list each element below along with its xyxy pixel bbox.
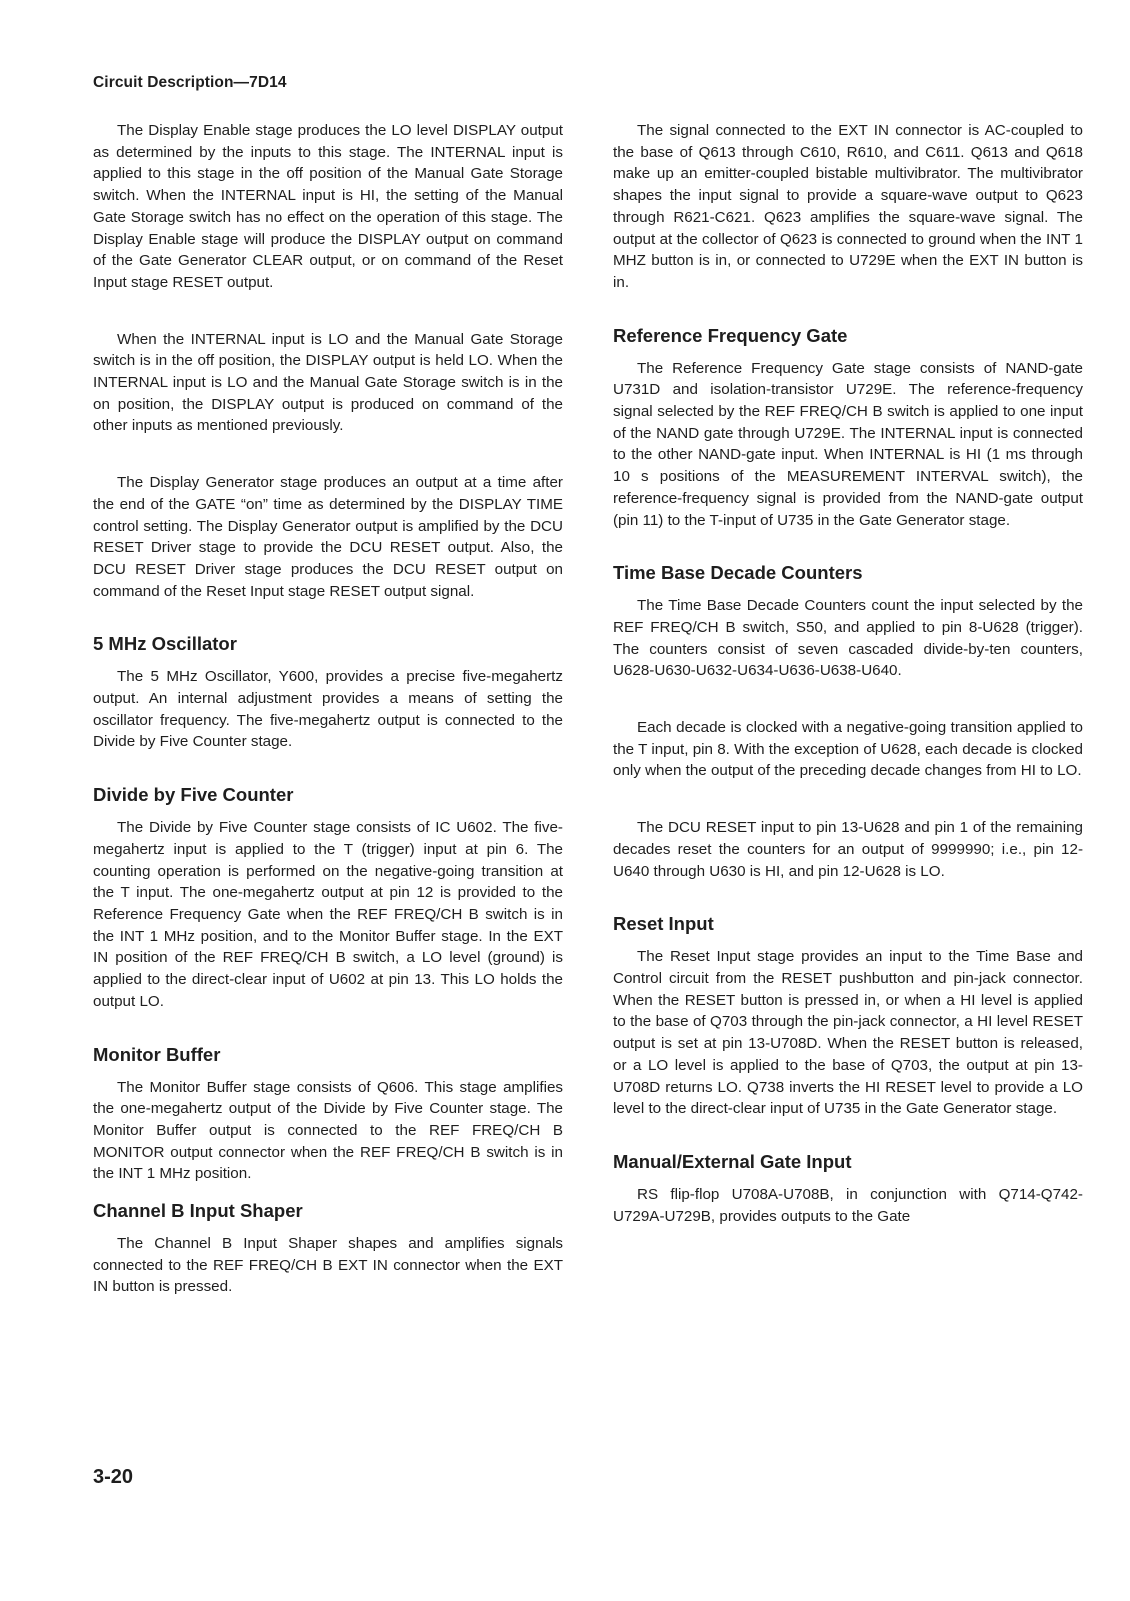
- divide-by-five-heading: Divide by Five Counter: [93, 784, 294, 806]
- oscillator-paragraph: The 5 MHz Oscillator, Y600, provides a precise five-megahertz output. An internal adjustment provides a means of setting the oscillator frequency. The five-megahertz output is connected to the Divide by Five Counter stage.: [93, 668, 563, 751]
- monitor-buffer-paragraph: The Monitor Buffer stage consists of Q606. This stage amplifies the one-megahertz output of the Divide by Five Counter stage. The Monitor Buffer output is connected to the REF FREQ/CH B MONITOR output connector when the REF FREQ/CH B switch is in the INT 1 MHz position.: [93, 1078, 563, 1183]
- reset-input-heading: Reset Input: [613, 913, 714, 935]
- manual-gate-heading: Manual/External Gate Input: [613, 1150, 852, 1172]
- monitor-buffer-heading: Monitor Buffer: [93, 1043, 221, 1065]
- reference-frequency-heading: Reference Frequency Gate: [613, 324, 848, 346]
- page-header: Circuit Description—7D14: [93, 74, 287, 91]
- divide-by-five-paragraph: The Divide by Five Counter stage consists of IC U602. The five-megahertz input is applied to the T (trigger) input at pin 6. The counting operation is performed on the negative-going transition at the T input. The one-megahertz output at pin 12 is provided to the Reference Frequency Gate when the REF FREQ/CH B switch is in the INT 1 MHz position, and to the Monitor Buffer stage. In the EXT IN position of the REF FREQ/CH B switch, a LO level (ground) is applied to the direct-clear input of U602 at pin 13. This LO holds the output LO.: [93, 819, 563, 1010]
- time-base-paragraph-1: The Time Base Decade Counters count the input selected by the REF FREQ/CH B switch, S50, and applied to pin 8-U628 (trigger). The counters consist of seven cascaded divide-by-ten counters, U628-U630-U632-U634-U636-U638-U640.: [613, 597, 1083, 680]
- display-enable-paragraph: The Display Enable stage produces the LO level DISPLAY output as determined by the inputs to this stage. The INTERNAL input is applied to this stage in the off position of the Manual Gate Storage switch. When the INTERNAL input is HI, the setting of the Manual Gate Storage switch has no effect on the operation of this stage. The Display Enable stage will produce the DISPLAY output on command of the Gate Generator CLEAR output, or on command of the Reset Input stage RESET output.: [93, 122, 563, 291]
- time-base-heading: Time Base Decade Counters: [613, 562, 863, 584]
- channel-b-heading: Channel B Input Shaper: [93, 1200, 303, 1222]
- oscillator-heading: 5 MHz Oscillator: [93, 633, 237, 655]
- page-number: 3-20: [93, 1466, 134, 1488]
- reset-input-paragraph: The Reset Input stage provides an input to the Time Base and Control circuit from the RESET pushbutton and pin-jack connector. When the RESET button is pressed in, or when a HI level is applied to the base of Q703 through the pin-jack connector, a HI level RESET output is set at pin 13-U708D. When the RESET button is released, or a LO level is applied to the base of Q703, the output at pin 13-U708D returns LO. Q738 inverts the HI RESET level to provide a LO level to the direct-clear input of U735 in the Gate Generator stage.: [613, 948, 1083, 1118]
- time-base-paragraph-3: The DCU RESET input to pin 13-U628 and pin 1 of the remaining decades reset the counters for an output of 9999990; i.e., pin 12-U640 through U630 is HI, and pin 12-U628 is LO.: [613, 819, 1083, 880]
- left-column: [93, 120, 563, 1298]
- reference-frequency-paragraph: The Reference Frequency Gate stage consists of NAND-gate U731D and isolation-transistor U729E. The reference-frequency signal selected by the REF FREQ/CH B switch is applied to one input of the NAND gate through U729E. The INTERNAL input is connected to the other NAND-gate input. When INTERNAL is HI (1 ms through 10 s positions of the MEASUREMENT INTERVAL switch), the reference-frequency signal is provided from the NAND-gate output (pin 11) to the T-input of U735 in the Gate Generator stage.: [613, 359, 1083, 529]
- time-base-paragraph-2: Each decade is clocked with a negative-going transition applied to the T input, pin 8. With the exception of U628, each decade is clocked only when the output of the preceding decade changes from HI to LO.: [613, 719, 1083, 780]
- display-generator-paragraph: The Display Generator stage produces an output at a time after the end of the GATE “on” time as determined by the DISPLAY TIME control setting. The Display Generator output is amplified by the DCU RESET Driver stage to provide the DCU RESET output. Also, the DCU RESET Driver stage produces the DCU RESET output on command of the Reset Input stage RESET output signal.: [93, 474, 563, 600]
- manual-gate-paragraph: RS flip-flop U708A-U708B, in conjunction with Q714-Q742-U729A-U729B, provides outputs to the Gate: [613, 1185, 1083, 1225]
- right-column: [613, 120, 1083, 1227]
- internal-lo-paragraph: When the INTERNAL input is LO and the Manual Gate Storage switch is in the off position, the DISPLAY output is held LO. When the INTERNAL input is LO and the Manual Gate Storage switch is in the on position, the DISPLAY output is produced on command of the other inputs as mentioned previously.: [93, 330, 563, 435]
- channel-b-paragraph: The Channel B Input Shaper shapes and amplifies signals connected to the REF FREQ/CH B EXT IN connector when the EXT IN button is pressed.: [93, 1235, 563, 1296]
- ext-in-paragraph: The signal connected to the EXT IN connector is AC-coupled to the base of Q613 through C610, R610, and C611. Q613 and Q618 make up an emitter-coupled bistable multivibrator. The multivibrator shapes the input signal to provide a square-wave output to Q623 through R621-C621. Q623 amplifies the square-wave signal. The output at the collector of Q623 is connected to ground when the INT 1 MHZ button is in, or connected to U729E when the EXT IN button is in.: [613, 122, 1083, 291]
